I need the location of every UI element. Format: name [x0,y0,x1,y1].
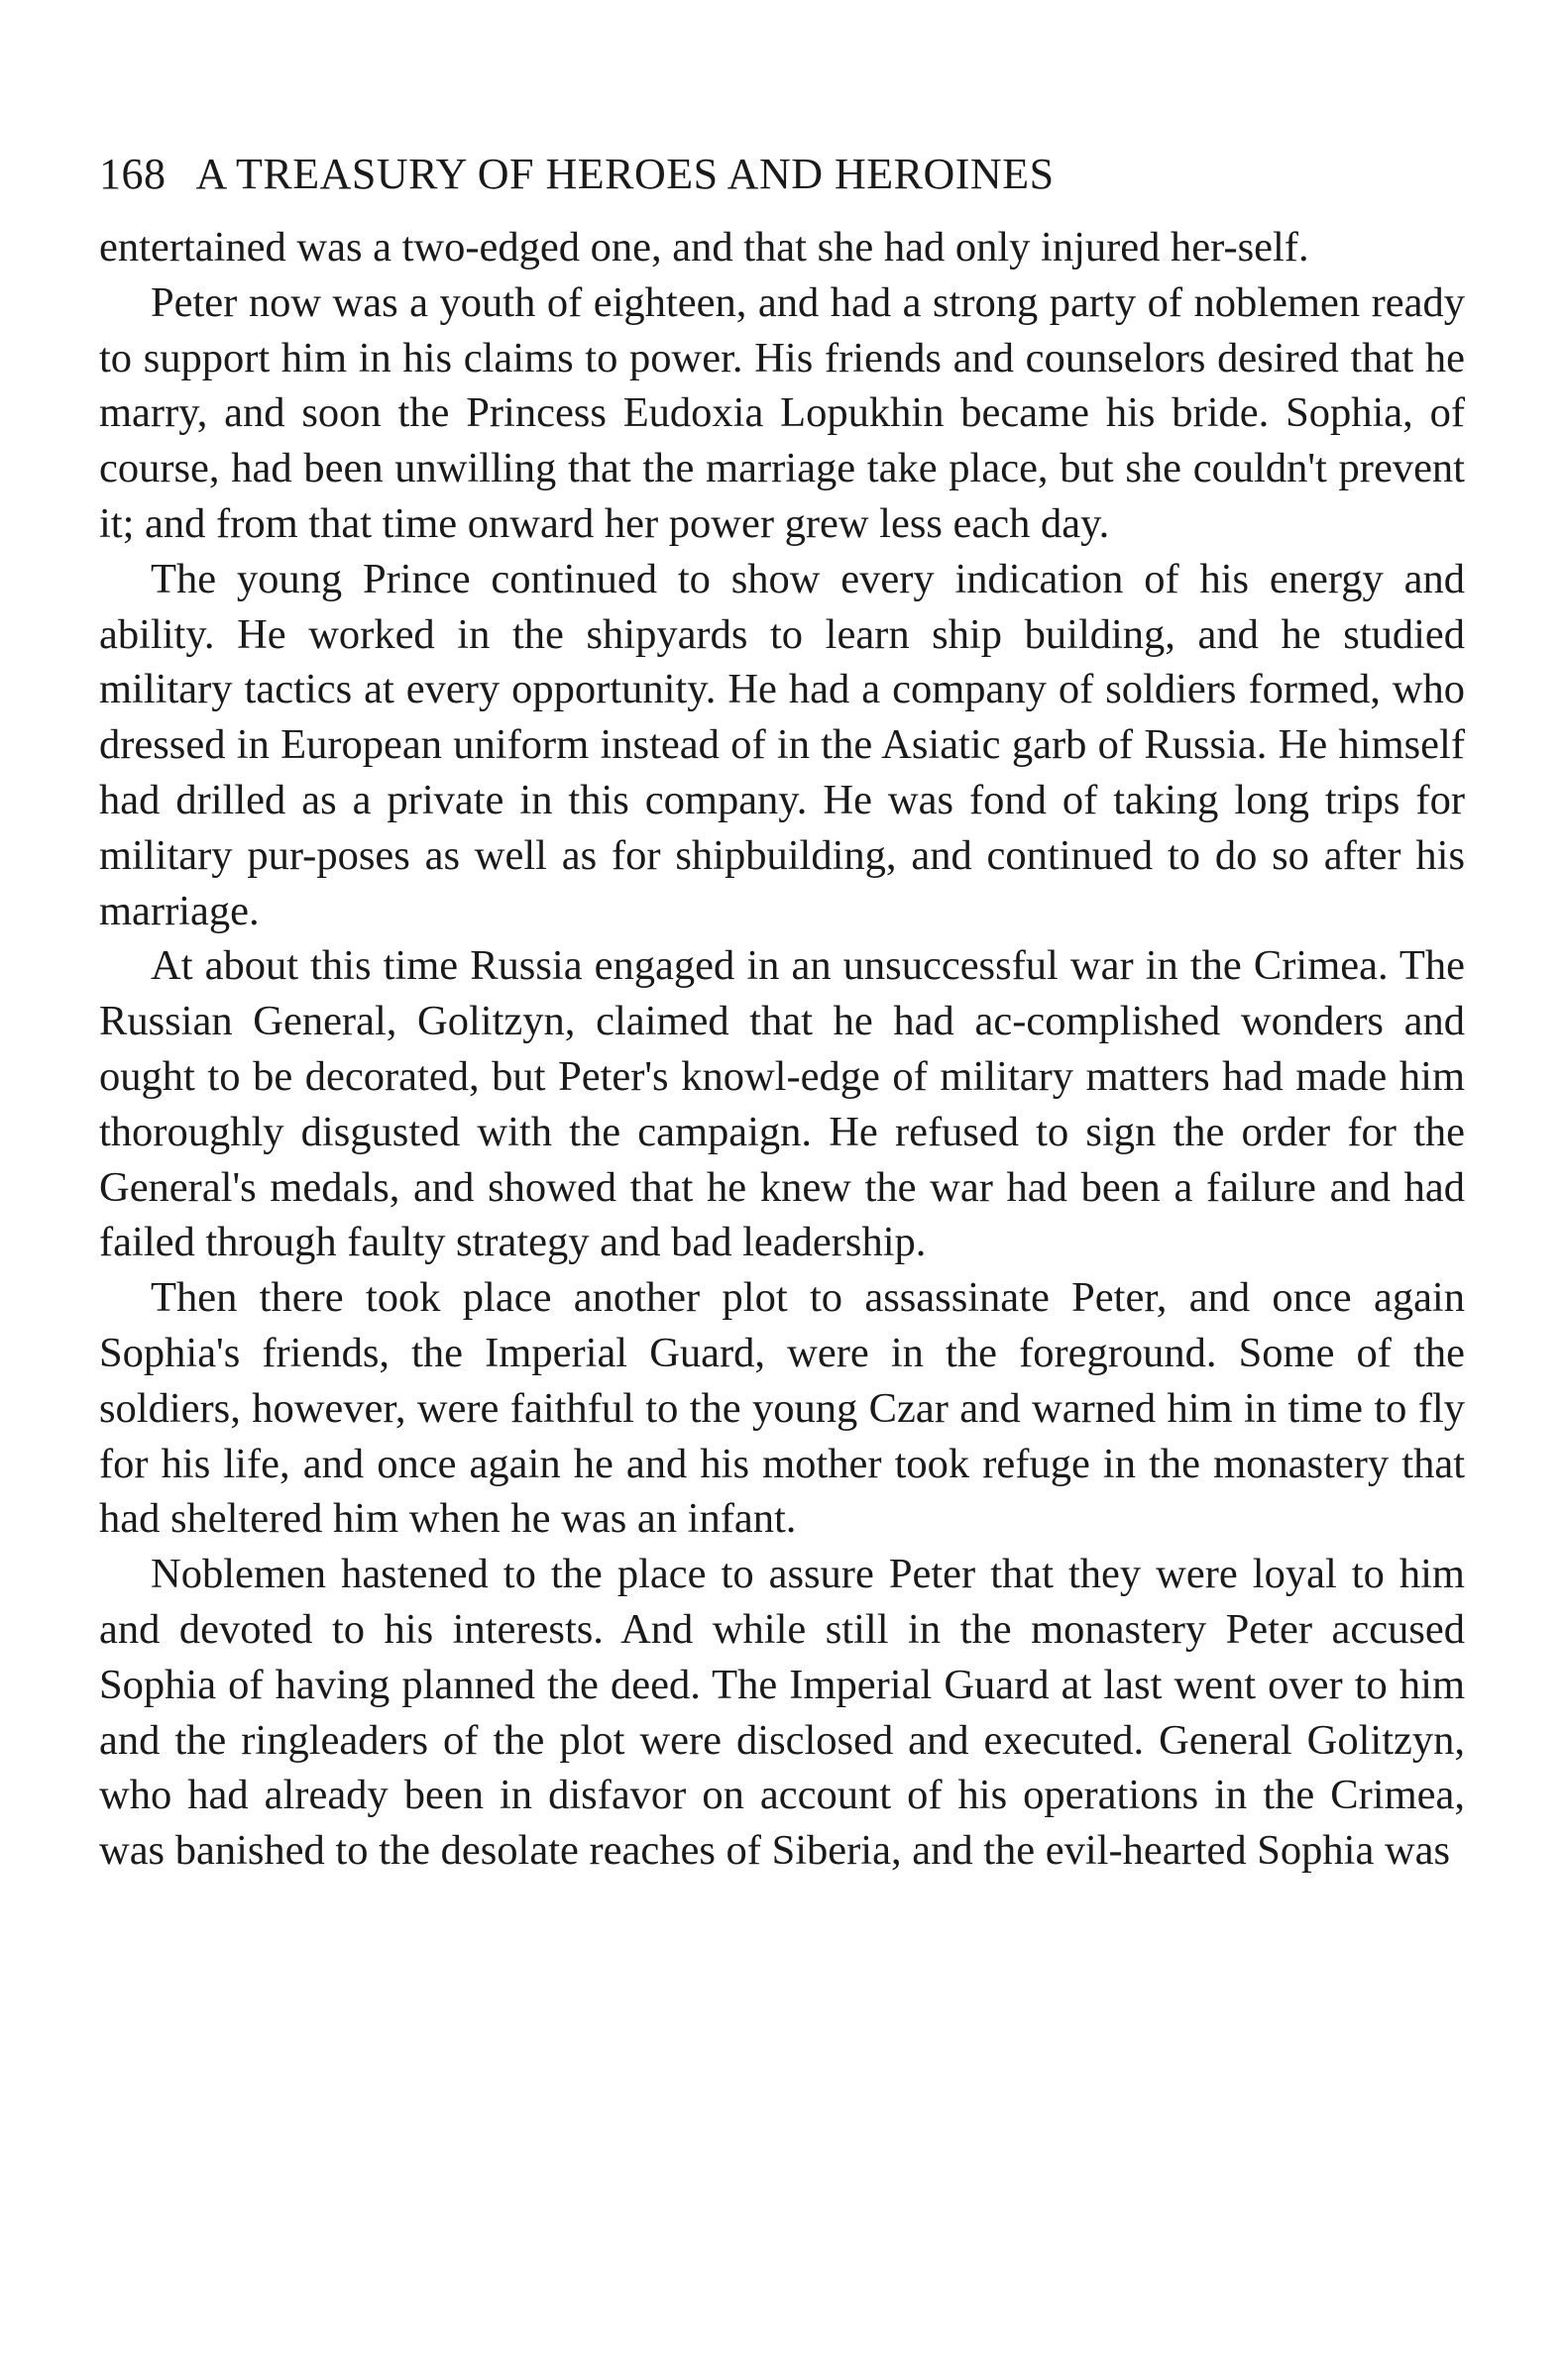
paragraph: Then there took place another plot to assassinate Peter, and once again Sophia's friends, the Imperial Guard, were in the foreground. Some of the soldiers, however, were faithful to the young Czar and warned him in time to fly for his life, and once again he and his mother took refuge in the monastery that had sheltered him when he was an infant. [99,1274,1465,1543]
paragraph: At about this time Russia engaged in an unsuccessful war in the Crimea. The Russian General, Golitzyn, claimed that he had ac-complished wonders and ought to be decorated, but Peter's knowl-edge of military matters had made him thoroughly disgusted with the campaign. He refused to sign the order for the General's medals, and showed that he knew the war had been a failure and had failed through faulty strategy and bad leadership. [99,942,1465,1266]
paragraph: The young Prince continued to show every indication of his energy and ability. He worked in the shipyards to learn ship building, and he studied military tactics at every opportunity. He had a company of soldiers formed, who dressed in European uniform instead of in the Asiatic garb of Russia. He himself had drilled as a private in this company. He was fond of taking long trips for military pur-poses as well as for shipbuilding, and continued to do so after his marriage. [99,555,1465,934]
paragraph: Peter now was a youth of eighteen, and had a strong party of noblemen ready to support him in his claims to power. His friends and counselors desired that he marry, and soon the Princess Eudoxia Lopukhin became his bride. Sophia, of course, had been unwilling that the marriage take place, but she couldn't prevent it; and from that time onward her power grew less each day. [99,278,1465,547]
page-body [99,220,1465,1879]
book-page [99,147,1465,1879]
paragraph-continued: entertained was a two-edged one, and that she had only injured her-self. [99,224,1309,270]
page-number: 168 [99,150,167,198]
running-header [99,147,1465,202]
paragraph: Noblemen hastened to the place to assure Peter that they were loyal to him and devoted to his interests. And while still in the monastery Peter accused Sophia of having planned the deed. The Imperial Guard at last went over to him and the ringleaders of the plot were disclosed and executed. General Golitzyn, who had already been in disfavor on account of his operations in the Crimea, was banished to the desolate reaches of Siberia, and the evil-hearted Sophia was [99,1551,1465,1875]
running-title: A TREASURY OF HEROES AND HEROINES [195,150,1055,198]
